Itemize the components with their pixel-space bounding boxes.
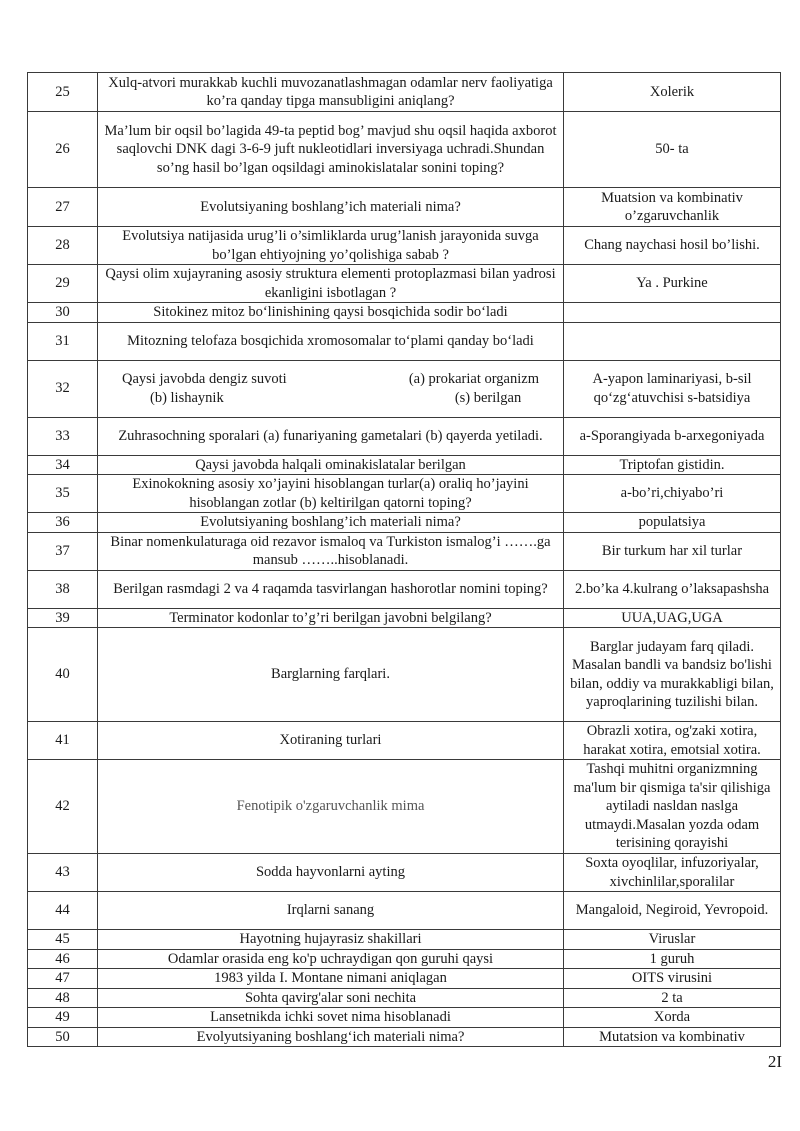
question-cell: Sodda hayvonlarni ayting — [98, 854, 564, 892]
row-number: 50 — [28, 1027, 98, 1047]
question-cell: Qaysi olim xujayraning asosiy struktura elementi protoplazmasi bilan yadrosi ekanligini isbotlagan ? — [98, 265, 564, 303]
table-row — [28, 112, 781, 188]
answer-cell: a-bo’ri,chiyabo’ri — [564, 475, 781, 513]
table-row — [28, 303, 781, 323]
row-number: 39 — [28, 608, 98, 628]
row-number: 46 — [28, 949, 98, 969]
question-cell: Binar nomenkulaturaga oid rezavor ismaloq va Turkiston ismalog’i …….ga mansub ……..hisoblanadi. — [98, 532, 564, 570]
answer-cell: A-yapon laminariyasi, b-sil qo‘zg‘atuvchisi s-batsidiya — [564, 360, 781, 417]
page-number: 2I — [767, 1052, 782, 1071]
table-row — [28, 360, 781, 417]
table-row — [28, 1008, 781, 1028]
question-cell: Berilgan rasmdagi 2 va 4 raqamda tasvirlangan hashorotlar nomini toping? — [98, 570, 564, 608]
question-cell: Evolutsiyaning boshlang’ich materiali nima? — [98, 188, 564, 227]
table-row — [28, 1027, 781, 1047]
table-row — [28, 73, 781, 112]
table-row — [28, 628, 781, 722]
row-number: 34 — [28, 455, 98, 475]
answer-cell: Barglar judayam farq qiladi. Masalan bandli va bandsiz bo'lishi bilan, oddiy va murakkabligi bilan, yaproqlarining tuzilishi bilan. — [564, 628, 781, 722]
question-cell: Evolutsiya natijasida urug’li o’simliklarda urug’lanish jarayonida suvga bo’lgan ehtiyojning yo’qolishiga sabab ? — [98, 227, 564, 265]
table-row — [28, 969, 781, 989]
row-number: 31 — [28, 322, 98, 360]
row-number: 47 — [28, 969, 98, 989]
row-number: 27 — [28, 188, 98, 227]
question-cell: Fenotipik o'zgaruvchanlik mima — [98, 760, 564, 854]
question-cell: Irqlarni sanang — [98, 892, 564, 930]
option-text: (s) berilgan — [454, 389, 522, 406]
question-cell: Xulq-atvori murakkab kuchli muvozanatlashmagan odamlar nerv faoliyatiga ko’ra qanday tipga mansubligini aniqlang? — [98, 73, 564, 112]
table-row — [28, 988, 781, 1008]
table-row — [28, 265, 781, 303]
options-column-right — [409, 370, 539, 407]
question-cell: Sitokinez mitoz bo‘linishining qaysi bosqichida sodir bo‘ladi — [98, 303, 564, 323]
row-number: 30 — [28, 303, 98, 323]
row-number: 42 — [28, 760, 98, 854]
option-text: (a) prokariat organizm — [408, 371, 539, 387]
answer-cell: Mutatsion va kombinativ — [564, 1027, 781, 1047]
question-cell — [98, 360, 564, 417]
row-number: 26 — [28, 112, 98, 188]
answer-cell: a-Sporangiyada b-arxegoniyada — [564, 417, 781, 455]
question-cell: Evolyutsiyaning boshlang‘ich materiali nima? — [98, 1027, 564, 1047]
table-row — [28, 532, 781, 570]
answer-cell: Chang naychasi hosil bo’lishi. — [564, 227, 781, 265]
question-cell: Qaysi javobda halqali ominakislatalar berilgan — [98, 455, 564, 475]
question-cell: Sohta qavirg'alar soni nechita — [98, 988, 564, 1008]
row-number: 48 — [28, 988, 98, 1008]
table-row — [28, 608, 781, 628]
answer-cell: Triptofan gistidin. — [564, 455, 781, 475]
row-number: 36 — [28, 513, 98, 533]
question-cell: Evolutsiyaning boshlang’ich materiali nima? — [98, 513, 564, 533]
row-number: 45 — [28, 930, 98, 950]
question-cell: Ma’lum bir oqsil bo’lagida 49-ta peptid bog’ mavjud shu oqsil haqida axborot saqlovchi DNK dagi 3-6-9 juft nukleotidlari inversiyaga uchradi.Shundan so’ng hasil bo’lgan oqsildagi aminokislatalar sonini toping? — [98, 112, 564, 188]
row-number: 44 — [28, 892, 98, 930]
answer-cell — [564, 322, 781, 360]
options-column-left — [122, 370, 287, 407]
answer-cell: Tashqi muhitni organizmning ma'lum bir qismiga ta'sir qilishiga aytiladi nasldan naslga utmaydi.Masalan yozda odam terisining qorayishi — [564, 760, 781, 854]
row-number: 40 — [28, 628, 98, 722]
answer-cell: Muatsion va kombinativ o’zgaruvchanlik — [564, 188, 781, 227]
table-row — [28, 892, 781, 930]
answer-cell: Xorda — [564, 1008, 781, 1028]
answer-cell: Viruslar — [564, 930, 781, 950]
question-cell: Mitozning telofaza bosqichida xromosomalar to‘plami qanday bo‘ladi — [98, 322, 564, 360]
row-number: 38 — [28, 570, 98, 608]
table-row — [28, 760, 781, 854]
table-row — [28, 513, 781, 533]
row-number: 35 — [28, 475, 98, 513]
table-row — [28, 417, 781, 455]
answer-cell: 2.bo’ka 4.kulrang o’laksapashsha — [564, 570, 781, 608]
table-row — [28, 322, 781, 360]
row-number: 37 — [28, 532, 98, 570]
answer-cell: 50- ta — [564, 112, 781, 188]
row-number: 28 — [28, 227, 98, 265]
answer-table — [27, 72, 781, 1047]
answer-cell: UUA,UAG,UGA — [564, 608, 781, 628]
option-text: (b) lishaynik — [150, 389, 224, 406]
answer-cell: 1 guruh — [564, 949, 781, 969]
answer-cell: Bir turkum har xil turlar — [564, 532, 781, 570]
answer-cell: 2 ta — [564, 988, 781, 1008]
question-options — [102, 370, 559, 407]
table-row — [28, 854, 781, 892]
table-row — [28, 722, 781, 760]
question-cell: Odamlar orasida eng ko'p uchraydigan qon guruhi qaysi — [98, 949, 564, 969]
answer-cell: Mangaloid, Negiroid, Yevropoid. — [564, 892, 781, 930]
answer-cell: Soxta oyoqlilar, infuzoriyalar, xivchinlilar,sporalilar — [564, 854, 781, 892]
answer-cell — [564, 303, 781, 323]
table-row — [28, 475, 781, 513]
answer-cell: Xolerik — [564, 73, 781, 112]
row-number: 41 — [28, 722, 98, 760]
answer-cell: Obrazli xotira, og'zaki xotira, harakat xotira, emotsial xotira. — [564, 722, 781, 760]
row-number: 49 — [28, 1008, 98, 1028]
question-cell: Xotiraning turlari — [98, 722, 564, 760]
question-cell: Hayotning hujayrasiz shakillari — [98, 930, 564, 950]
table-row — [28, 949, 781, 969]
question-cell: 1983 yilda I. Montane nimani aniqlagan — [98, 969, 564, 989]
table-row — [28, 227, 781, 265]
row-number: 29 — [28, 265, 98, 303]
row-number: 32 — [28, 360, 98, 417]
option-text: Qaysi javobda dengiz suvoti — [122, 371, 287, 387]
question-cell: Lansetnikda ichki sovet nima hisoblanadi — [98, 1008, 564, 1028]
table-row — [28, 930, 781, 950]
table-row — [28, 188, 781, 227]
table-row — [28, 570, 781, 608]
question-cell: Barglarning farqlari. — [98, 628, 564, 722]
answer-cell: OITS virusini — [564, 969, 781, 989]
row-number: 33 — [28, 417, 98, 455]
answer-cell: Ya . Purkine — [564, 265, 781, 303]
answer-cell: populatsiya — [564, 513, 781, 533]
row-number: 43 — [28, 854, 98, 892]
row-number: 25 — [28, 73, 98, 112]
question-cell: Zuhrasochning sporalari (a) funariyaning gametalari (b) qayerda yetiladi. — [98, 417, 564, 455]
question-cell: Exinokokning asosiy xo’jayini hisoblangan turlar(a) oraliq ho’jayini hisoblangan zotlar (b) keltirilgan qatorni toping? — [98, 475, 564, 513]
table-row — [28, 455, 781, 475]
question-cell: Terminator kodonlar to’g’ri berilgan javobni belgilang? — [98, 608, 564, 628]
